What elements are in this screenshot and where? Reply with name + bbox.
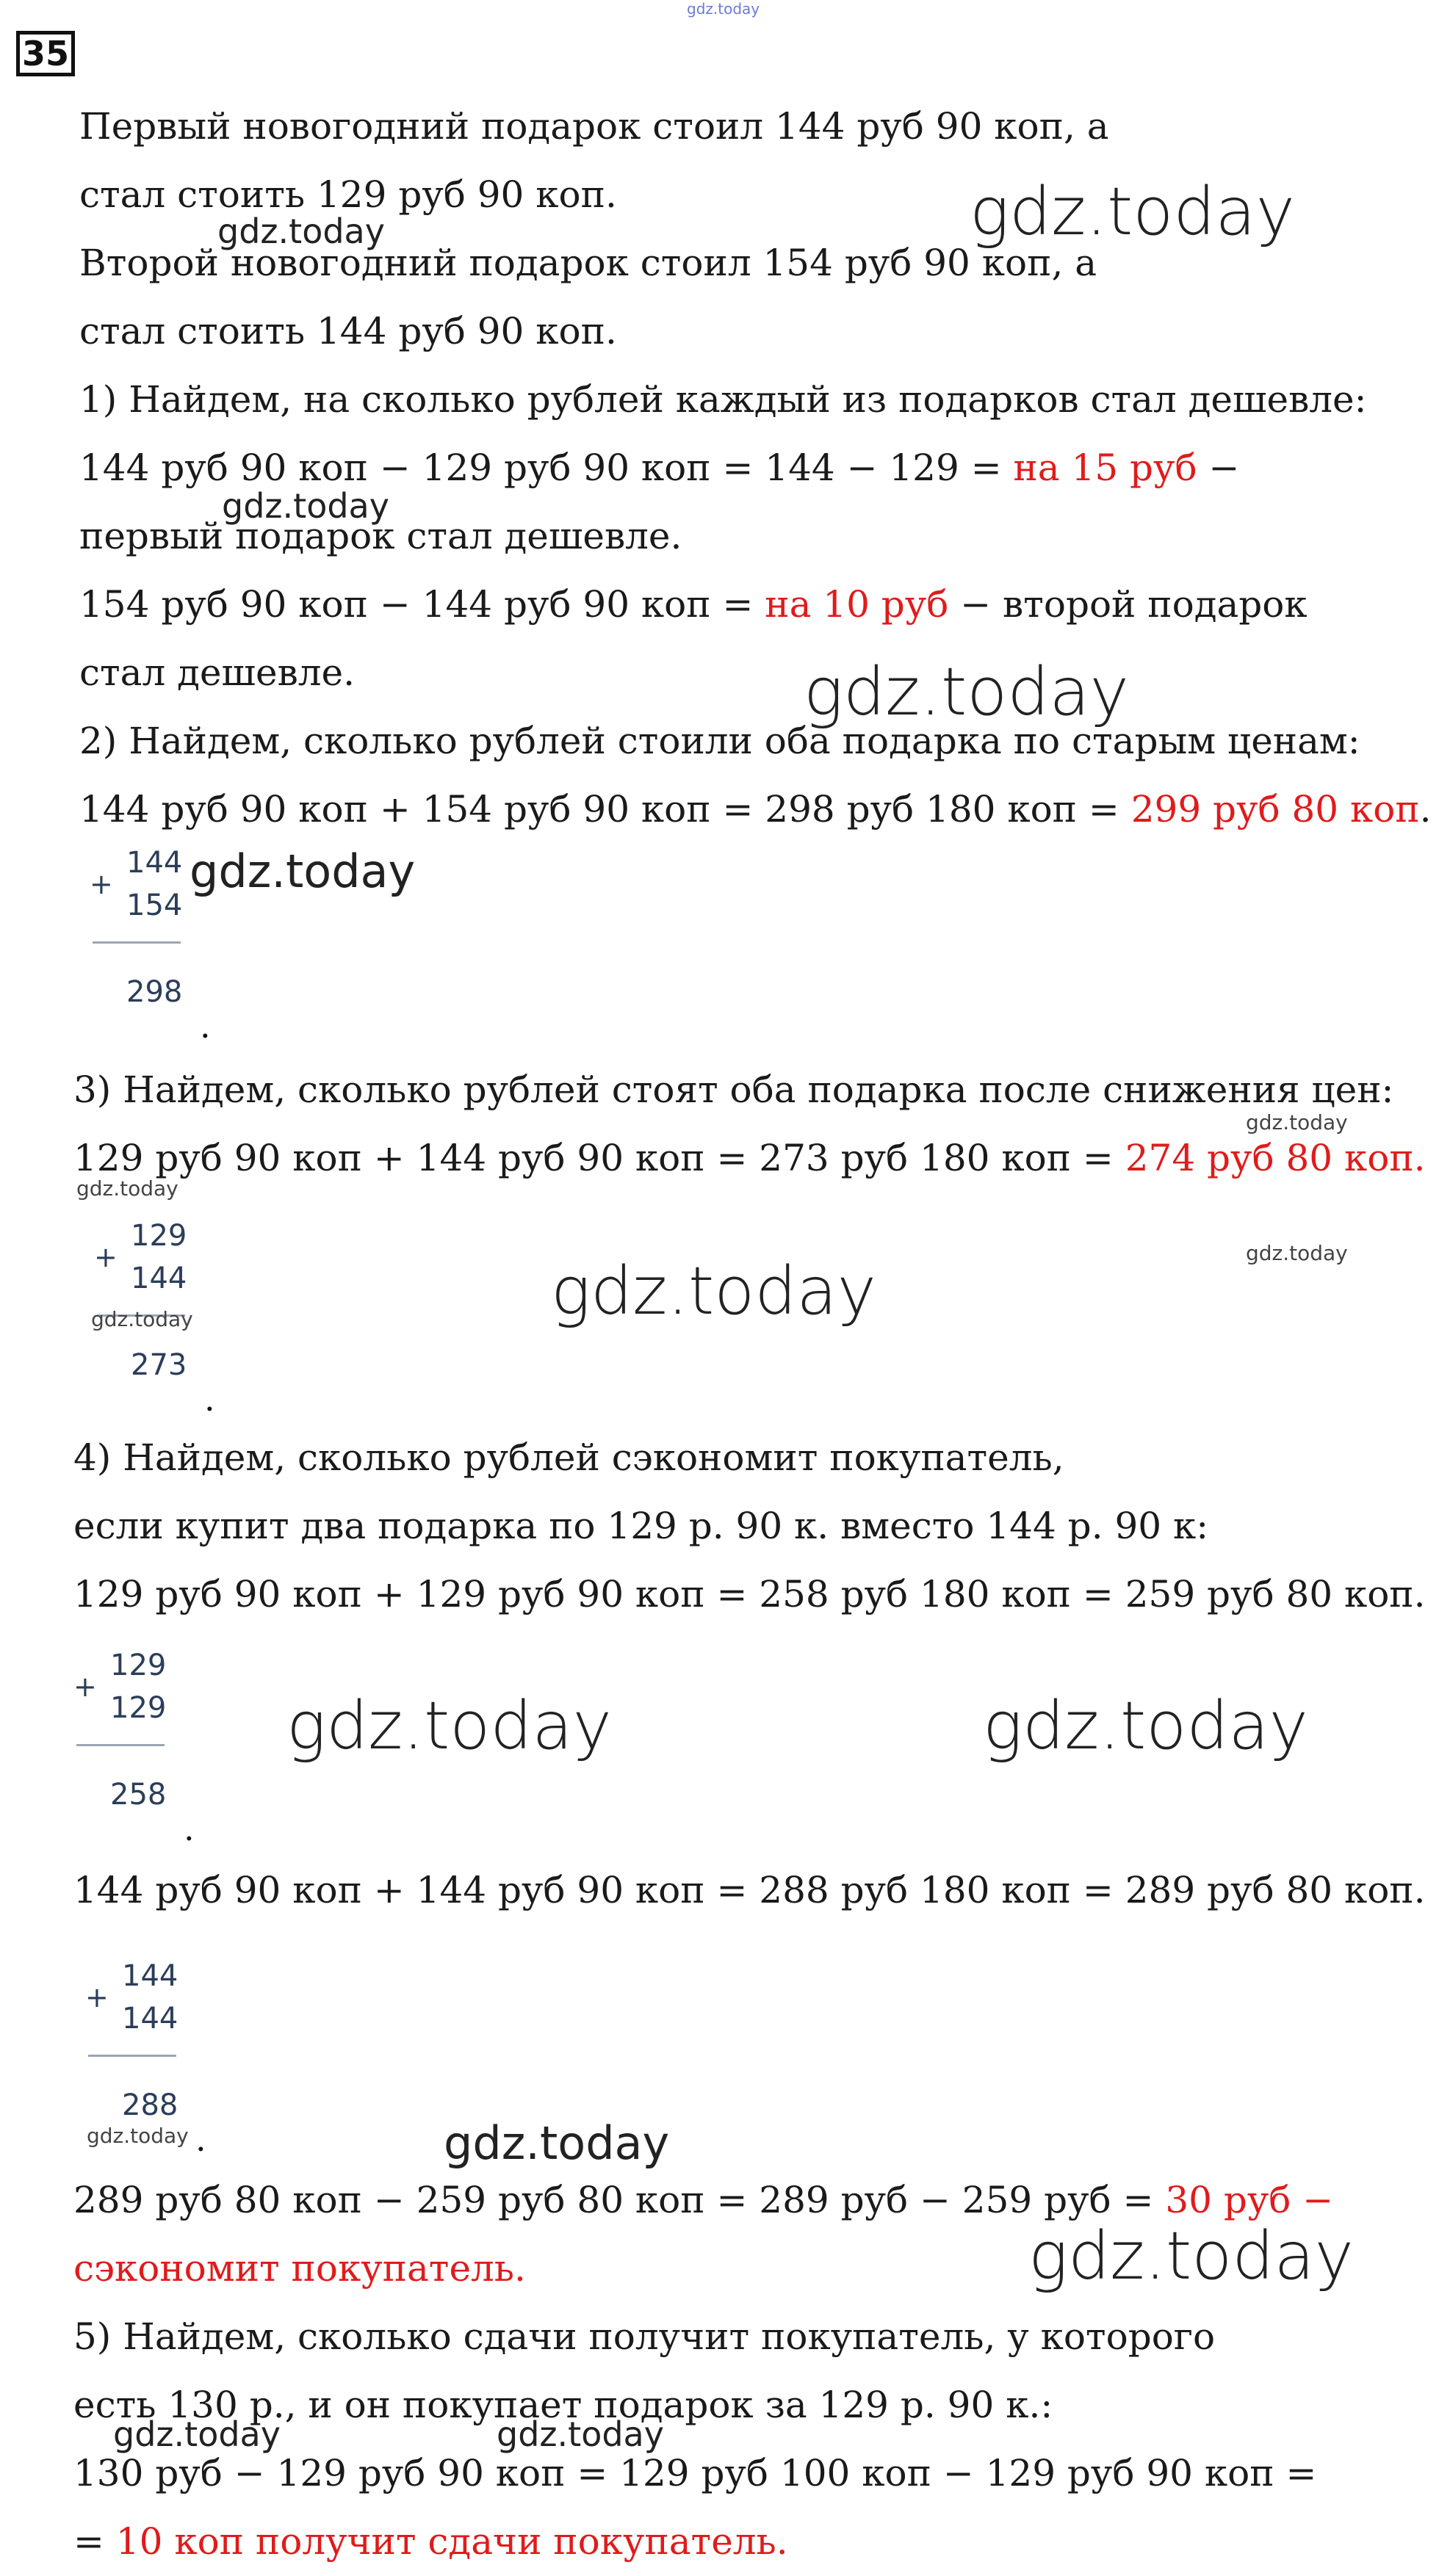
watermark: gdz.today	[970, 173, 1295, 250]
watermark: gdz.today	[983, 1687, 1308, 1765]
watermark: gdz.today	[551, 1253, 876, 1330]
sum-line	[93, 941, 181, 944]
text-line: 154 руб 90 коп − 144 руб 90 коп = на 10 руб − второй подарок	[79, 583, 1308, 626]
text-line: 129 руб 90 коп + 144 руб 90 коп = 273 руб 180 коп = 274 руб 80 коп.	[73, 1137, 1426, 1179]
text-line: 144 руб 90 коп + 144 руб 90 коп = 288 руб 180 коп = 289 руб 80 коп.	[73, 1869, 1426, 1911]
text-line: стал стоить 144 руб 90 коп.	[79, 310, 617, 352]
text-line: первый подарок стал дешевле.	[79, 515, 682, 557]
answer-highlight: на 10 руб	[765, 583, 949, 626]
addend: 144	[126, 846, 183, 880]
text-line: 5) Найдем, сколько сдачи получит покупатель, у которого	[73, 2315, 1216, 2358]
watermark: gdz.today	[497, 2414, 664, 2454]
text-line: 1) Найдем, на сколько рублей каждый из подарков стал дешевле:	[79, 378, 1367, 421]
sum-line	[76, 1744, 165, 1746]
sum: 298	[126, 975, 183, 1009]
answer-highlight: сэкономит покупатель.	[73, 2247, 526, 2290]
text-line: стал стоить 129 руб 90 коп.	[79, 173, 617, 216]
text-line: есть 130 р., и он покупает подарок за 129 р. 90 к.:	[73, 2384, 1053, 2426]
text-line: = 10 коп получит сдачи покупатель.	[73, 2520, 788, 2563]
answer-highlight: 299 руб 80 коп	[1130, 788, 1420, 831]
answer-highlight: 10 коп получит сдачи покупатель.	[115, 2520, 788, 2563]
period: .	[200, 1006, 211, 1046]
column-addition	[85, 1959, 206, 2159]
watermark: gdz.today	[1246, 1110, 1348, 1135]
watermark: gdz.today	[190, 844, 416, 898]
plus-sign: +	[85, 1981, 109, 2014]
text-line: 144 руб 90 коп + 154 руб 90 коп = 298 руб 180 коп = 299 руб 80 коп.	[79, 788, 1432, 831]
period: .	[184, 1809, 195, 1848]
text-line: 130 руб − 129 руб 90 коп = 129 руб 100 коп − 129 руб 90 коп =	[73, 2452, 1317, 2494]
sum: 273	[131, 1348, 187, 1382]
text-line: если купит два подарка по 129 р. 90 к. вместо 144 р. 90 к:	[73, 1505, 1209, 1547]
text-line: 4) Найдем, сколько рублей сэкономит покупатель,	[73, 1436, 1064, 1479]
text-line: 144 руб 90 коп − 129 руб 90 коп = 144 − 129 = на 15 руб −	[79, 446, 1240, 489]
watermark: gdz.today	[1246, 1241, 1348, 1265]
period: .	[195, 2119, 206, 2159]
text-line: Первый новогодний подарок стоил 144 руб 90 коп, а	[79, 105, 1109, 148]
watermark-top: gdz.today	[687, 0, 760, 18]
watermark: gdz.today	[444, 2116, 670, 2170]
watermark: gdz.today	[222, 486, 389, 526]
plus-sign: +	[94, 1241, 118, 1273]
answer-highlight: на 15 руб	[1013, 446, 1197, 489]
watermark: gdz.today	[113, 2414, 281, 2454]
addend: 144	[122, 1959, 178, 1993]
addend: 129	[131, 1219, 187, 1253]
text-line: 129 руб 90 коп + 129 руб 90 коп = 258 руб 180 коп = 259 руб 80 коп.	[73, 1573, 1426, 1616]
watermark: gdz.today	[804, 654, 1129, 731]
text-line: 3) Найдем, сколько рублей стоят оба подарка после снижения цен:	[73, 1068, 1394, 1111]
text-line: стал дешевле.	[79, 651, 355, 694]
sum: 288	[122, 2088, 178, 2122]
watermark: gdz.today	[217, 211, 385, 251]
watermark: gdz.today	[76, 1176, 178, 1201]
watermark: gdz.today	[87, 2124, 189, 2148]
addend: 129	[110, 1649, 167, 1682]
answer-highlight: 30 руб −	[1165, 2179, 1334, 2221]
task-number: 35	[16, 31, 75, 76]
text-line: 2) Найдем, сколько рублей стоили оба подарка по старым ценам:	[79, 720, 1360, 762]
watermark: gdz.today	[1028, 2218, 1354, 2295]
text-line: 289 руб 80 коп − 259 руб 80 коп = 289 руб − 259 руб = 30 руб −	[73, 2179, 1334, 2221]
column-addition	[90, 846, 211, 1046]
sum-line	[88, 2055, 176, 2057]
text-line	[73, 2246, 526, 2290]
plus-sign: +	[90, 868, 113, 900]
answer-highlight: 274 руб 80 коп.	[1125, 1137, 1426, 1179]
text-line: Второй новогодний подарок стоил 154 руб 90 коп, а	[79, 242, 1097, 284]
addend: 129	[110, 1691, 167, 1725]
period: .	[204, 1379, 215, 1419]
plus-sign: +	[73, 1671, 97, 1703]
column-addition	[73, 1649, 195, 1848]
watermark: gdz.today	[286, 1687, 612, 1765]
addend: 154	[126, 889, 183, 922]
addend: 144	[122, 2002, 178, 2036]
sum: 258	[110, 1778, 167, 1812]
watermark: gdz.today	[91, 1307, 193, 1331]
addend: 144	[131, 1262, 187, 1295]
